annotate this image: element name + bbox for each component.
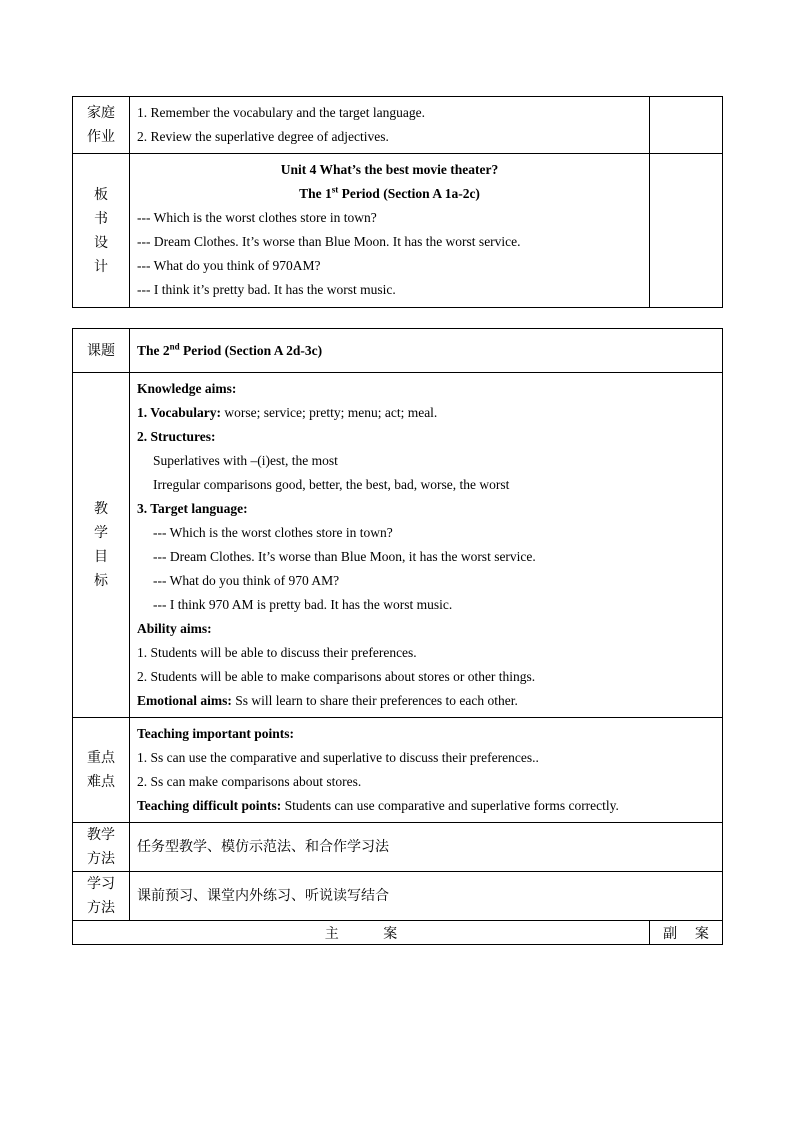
topic-content: The 2nd Period (Section A 2d-3c) [130, 329, 723, 373]
structure-line: Irregular comparisons good, better, the best, bad, worse, the worst [153, 477, 510, 492]
board-title: Unit 4 What’s the best movie theater? [280, 162, 499, 177]
homework-board-table [72, 96, 723, 308]
homework-side-cell [650, 97, 723, 154]
homework-row [73, 97, 723, 154]
board-row [73, 154, 723, 308]
target-line: --- What do you think of 970 AM? [153, 573, 340, 588]
homework-label: 家庭 作业 [73, 97, 130, 154]
difficult-line: Teaching difficult points: Students can use comparative and superlative forms correctly. [137, 798, 619, 813]
teaching-method-row [73, 823, 723, 872]
learning-method-text: 课前预习、课堂内外练习、听说读写结合 [130, 872, 723, 921]
topic-label: 课题 [73, 329, 130, 373]
board-line: --- What do you think of 970AM? [137, 258, 321, 273]
target-line: --- Dream Clothes. It’s worse than Blue Moon, it has the worst service. [153, 549, 536, 564]
target-line: --- I think 970 AM is pretty bad. It has the worst music. [153, 597, 453, 612]
keypoint-line: 1. Ss can use the comparative and superlative to discuss their preferences.. [137, 750, 539, 765]
board-line: --- I think it’s pretty bad. It has the worst music. [137, 282, 396, 297]
footer-row [73, 921, 723, 945]
goals-row [73, 373, 723, 718]
goals-label: 教 学 目 标 [73, 373, 130, 718]
goals-content [130, 373, 723, 718]
main-plan-header: 主 案 [73, 921, 650, 945]
board-content [130, 154, 650, 308]
keypoints-row [73, 718, 723, 823]
knowledge-heading: Knowledge aims: [137, 381, 237, 396]
structure-line: Superlatives with –(i)est, the most [153, 453, 338, 468]
homework-item: 1. Remember the vocabulary and the target language. [137, 105, 426, 120]
ability-line: 1. Students will be able to discuss their preferences. [137, 645, 417, 660]
keypoints-content [130, 718, 723, 823]
structures-heading: 2. Structures: [137, 429, 216, 444]
teaching-method-text: 任务型教学、模仿示范法、和合作学习法 [130, 823, 723, 872]
topic-row [73, 329, 723, 373]
keypoint-line: 2. Ss can make comparisons about stores. [137, 774, 362, 789]
board-line: --- Which is the worst clothes store in town? [137, 210, 377, 225]
board-label: 板 书 设 计 [73, 154, 130, 308]
board-period: The 1st Period (Section A 1a-2c) [299, 184, 480, 201]
teaching-method-label: 教学 方法 [73, 823, 130, 872]
learning-method-label: 学习 方法 [73, 872, 130, 921]
vocab-line: 1. Vocabulary: worse; service; pretty; menu; act; meal. [137, 405, 438, 420]
ability-line: 2. Students will be able to make comparisons about stores or other things. [137, 669, 536, 684]
target-heading: 3. Target language: [137, 501, 248, 516]
important-heading: Teaching important points: [137, 726, 295, 741]
lesson-plan-table [72, 328, 723, 945]
homework-item: 2. Review the superlative degree of adjectives. [137, 129, 389, 144]
learning-method-row [73, 872, 723, 921]
board-line: --- Dream Clothes. It’s worse than Blue Moon. It has the worst service. [137, 234, 521, 249]
side-plan-header: 副 案 [650, 921, 723, 945]
target-line: --- Which is the worst clothes store in town? [153, 525, 393, 540]
board-side-cell [650, 154, 723, 308]
emotional-line: Emotional aims: Ss will learn to share their preferences to each other. [137, 693, 518, 708]
homework-content [130, 97, 650, 154]
keypoints-label: 重点 难点 [73, 718, 130, 823]
ability-heading: Ability aims: [137, 621, 212, 636]
